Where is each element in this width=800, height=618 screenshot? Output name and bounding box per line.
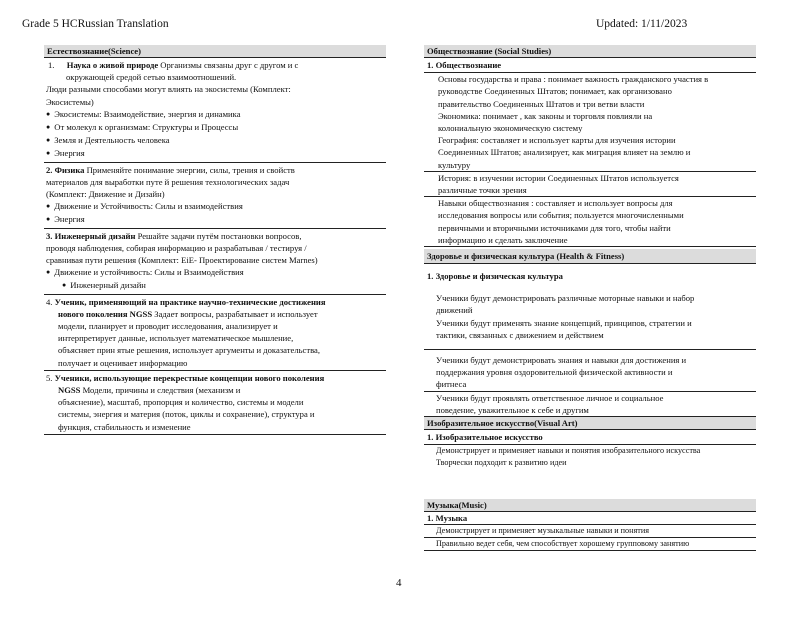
art-line: Творчески подходит к развитию идеи — [436, 458, 567, 468]
health-line: фитнеса — [436, 379, 467, 390]
science-section-1 — [44, 58, 386, 163]
social-line: История: в изучении истории Соединенных Штатов используется — [438, 172, 679, 183]
music-title: Музыка(Music) — [424, 499, 756, 512]
social-item — [424, 197, 756, 247]
social-line: Основы государства и права : понимает важность гражданского участия в — [438, 74, 709, 85]
s1-text1: Организмы связаны друг с другом и с — [158, 60, 299, 70]
s3-text2: проводя наблюдения, собирая информацию и разрабатывая / тестируя / — [46, 242, 307, 253]
s2-text2: материалов для выработки путе й решения технологических задач — [46, 176, 290, 187]
s2-text3: (Комплект: Движение и Дизайн) — [46, 189, 165, 200]
music-subtitle: 1. Музыка — [427, 512, 468, 523]
health-line: поддержания уровня оздоровительной физической активности и — [436, 367, 673, 378]
art-line: Демонстрирует и применяет навыки и понятия изобразительного искусства — [436, 446, 701, 456]
science-section-4 — [44, 295, 386, 371]
health-p2 — [424, 317, 756, 341]
social-line: культуру — [438, 159, 471, 170]
s5-head1: Ученики, использующие перекрестные концепции нового поколения — [54, 372, 325, 383]
s3-head: 3. Инженерный дизайн — [46, 230, 136, 241]
health-p3 — [424, 354, 756, 392]
s4-line: Задает вопросы, разрабатывает и использует — [152, 308, 318, 319]
s1-text2: окружающей средой сетью взаимоотношений. — [66, 72, 237, 83]
social-line: Соединенных Штатов; анализирует, как миграция влияет на землю и — [438, 147, 691, 158]
health-line: тактики, связанных с движением и действием — [436, 329, 604, 340]
s1-text3: Люди разными способами могут влиять на экосистемы (Комплект: — [46, 84, 291, 95]
header-left: Grade 5 HCRussian Translation — [22, 18, 169, 30]
health-title: Здоровье и физическая культура (Health & Fitness) — [424, 249, 756, 264]
social-item — [424, 172, 756, 197]
s1-num: 1. — [48, 60, 55, 70]
s1-text4: Экосистемы) — [46, 96, 94, 107]
science-column — [44, 45, 386, 435]
s2-head: 2. Физика — [46, 164, 85, 175]
social-line: исследования вопросы или события; пользуется многочисленными — [438, 210, 684, 221]
s4-line: модели, планирует и проводит исследования, анализирует и — [58, 321, 278, 332]
header-date: Updated: 1/11/2023 — [596, 18, 688, 30]
music-line: Правильно ведет себя, чем способствует хорошему групповому занятию — [424, 538, 756, 551]
s4-head1: Ученик, применяющий на практике научнo-технические достижения — [54, 296, 326, 307]
s5-line: функция, стабильность и изменение — [58, 421, 191, 432]
s5-head2: NGSS — [58, 385, 81, 396]
health-line: поведение, уважительное к себе и другим — [436, 404, 589, 415]
s5-num: 5. — [46, 372, 53, 383]
health-p1 — [424, 292, 756, 316]
social-line: информацию и сделать заключение — [438, 234, 568, 245]
s1-head: Наука о живой природе — [66, 60, 159, 70]
social-line: руководстве Соединенных Штатов; понимает, как организовано — [438, 86, 672, 97]
art-title: Изобразительное искусство(Visual Art) — [424, 417, 756, 430]
s5-line: Модели, причины и следствия (механизм и — [80, 385, 241, 396]
health-line: Ученики будут демонстрировать различные моторные навыки и набор — [436, 293, 695, 304]
health-line: Ученики будут применять знание концепций, принципов, стратегии и — [436, 317, 692, 328]
s2-text1: Применяйте понимание энергии, силы, трения и свойств — [84, 164, 295, 175]
s2-bullet: ● Движение и Устойчивость: Силы и взаимодействия — [46, 200, 384, 213]
social-line: различные точки зрения — [438, 185, 527, 196]
s4-num: 4. — [46, 296, 53, 307]
s4-head2: нового поколения NGSS — [58, 308, 153, 319]
s1-bullet: ● Земля и Деятельность человека — [46, 134, 384, 147]
social-subtitle: 1. Обществознание — [424, 58, 756, 73]
s1-bullet: ● Энергия — [46, 147, 384, 160]
science-section-2 — [44, 163, 386, 229]
social-line: География: составляет и использует карты для изучения истории — [438, 135, 676, 146]
s4-line: получает и оценивает информацию — [58, 357, 188, 368]
health-line: движений — [436, 305, 473, 316]
science-title: Естествознание(Science) — [44, 45, 386, 58]
s3-text1: Решайте задачи путём постановки вопросов, — [135, 230, 302, 241]
social-line: колониальную экономическую систему — [438, 123, 583, 134]
s4-line: объясняет прин ятые решения, использует аргументы и доказательства, — [58, 345, 320, 356]
s3-bullet: ● Движение и устойчивость: Силы и Взаимодействия — [46, 266, 384, 279]
health-p4 — [424, 392, 756, 417]
social-line: Навыки обществознания : составляет и использует вопросы для — [438, 198, 673, 209]
s1-bullet: ● От молекул к организмам: Структуры и Процессы — [46, 121, 384, 134]
social-item — [424, 73, 756, 172]
right-column — [424, 45, 756, 551]
health-subtitle: 1. Здоровье и физическая культура — [427, 271, 563, 282]
health-line: Ученики будут демонстрировать знания и навыки для достижения и — [436, 355, 687, 366]
social-line: Экономика: понимает , как законы и торговля повлияли на — [438, 110, 653, 121]
health-line: Ученики будут проявлять ответственное личное и социальное — [436, 392, 664, 403]
science-section-5 — [44, 371, 386, 435]
social-line: первичными и вторичными источниками для того, чтобы найти — [438, 222, 671, 233]
science-section-3 — [44, 229, 386, 295]
page-number: 4 — [396, 577, 402, 589]
s2-bullet: ● Энергия — [46, 213, 384, 226]
s3-bullet: ● Инженерный дизайн — [46, 279, 384, 292]
s5-line: системы, энергия и материя (поток, циклы и сохранение), структура и — [58, 409, 315, 420]
social-title: Обществознание (Social Studies) — [424, 45, 756, 58]
s5-line: объяснение), масштаб, пропорция и количество, системы и модели — [58, 397, 304, 408]
music-line: Демонстрирует и применяет музыкальные навыки и понятия — [424, 524, 756, 538]
art-subtitle: 1. Изобразительное искусство — [424, 430, 756, 445]
social-line: правительство Соединенных Штатов и три ветви власти — [438, 98, 645, 109]
s3-text3: сравнивая пути решения (Комплект: EiE- Проектирование систем Marnes) — [46, 255, 318, 266]
s1-bullet: ● Экосистемы: Взаимодействие, энергия и динамика — [46, 108, 384, 121]
s4-line: интерпретирует данные, использует математическое мышление, — [58, 333, 294, 344]
